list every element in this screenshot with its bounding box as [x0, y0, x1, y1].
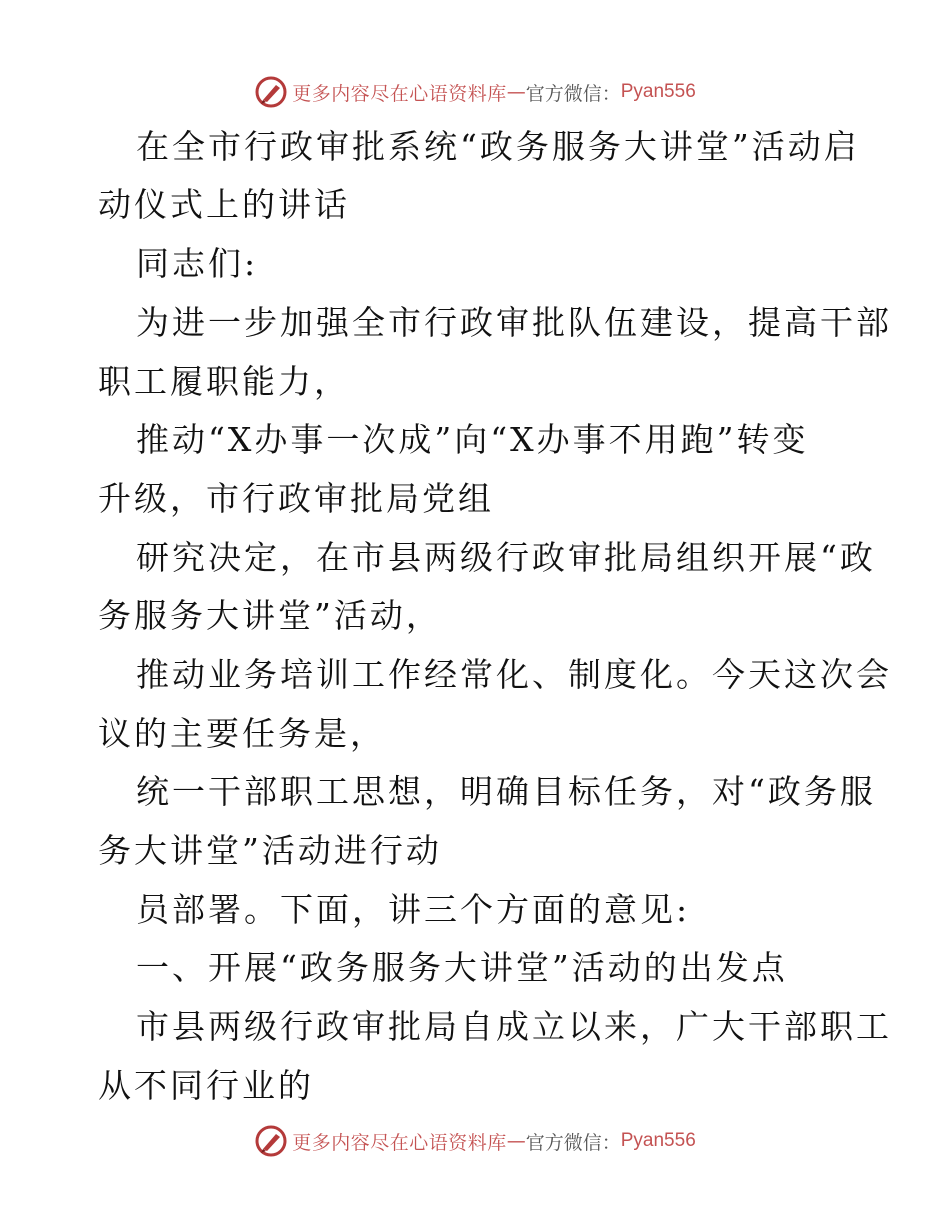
paragraph-line: 为进一步加强全市行政审批队伍建设，提高干部 — [136, 303, 892, 342]
paragraph-line: 统一干部职工思想，明确目标任务，对“政务服 — [136, 772, 876, 811]
watermark-separator: — — [506, 1130, 526, 1152]
paragraph-line: 研究决定，在市县两级行政审批局组织开展“政 — [136, 538, 876, 577]
title-line-1: 在全市行政审批系统“政务服务大讲堂”活动启 — [136, 127, 860, 166]
paragraph-line: 升级，市行政审批局党组 — [98, 479, 494, 518]
paragraph-line: 务服务大讲堂”活动， — [98, 596, 442, 635]
title-line-2: 动仪式上的讲话 — [98, 185, 350, 224]
paragraph-line: 员部署。下面，讲三个方面的意见: — [136, 890, 691, 929]
salutation: 同志们: — [136, 244, 259, 283]
watermark-brand: 更多内容尽在心语资料库 — [292, 82, 507, 105]
paragraph-line: 从不同行业的 — [98, 1066, 314, 1105]
paragraph-line: 议的主要任务是， — [98, 714, 386, 753]
paragraph-line: 推动业务培训工作经常化、制度化。今天这次会 — [136, 655, 892, 694]
paragraph-line: 推动“X办事一次成”向“X办事不用跑”转变 — [136, 420, 809, 459]
watermark-wechat-id: Pyan556 — [620, 81, 696, 102]
pen-logo-icon — [254, 1124, 288, 1158]
watermark-official-label: 官方微信： — [525, 82, 621, 105]
watermark-separator: — — [506, 81, 526, 103]
watermark-brand: 更多内容尽在心语资料库 — [292, 1131, 507, 1154]
watermark-wechat-id: Pyan556 — [620, 1130, 696, 1151]
paragraph-line: 职工履职能力， — [98, 362, 350, 401]
paragraph-line: 市县两级行政审批局自成立以来，广大干部职工 — [136, 1007, 892, 1046]
footer-watermark — [0, 1121, 950, 1161]
section-heading-1: 一、开展“政务服务大讲堂”活动的出发点 — [136, 948, 788, 987]
watermark-official-label: 官方微信： — [525, 1131, 621, 1154]
paragraph-line: 务大讲堂”活动进行动 — [98, 831, 442, 870]
